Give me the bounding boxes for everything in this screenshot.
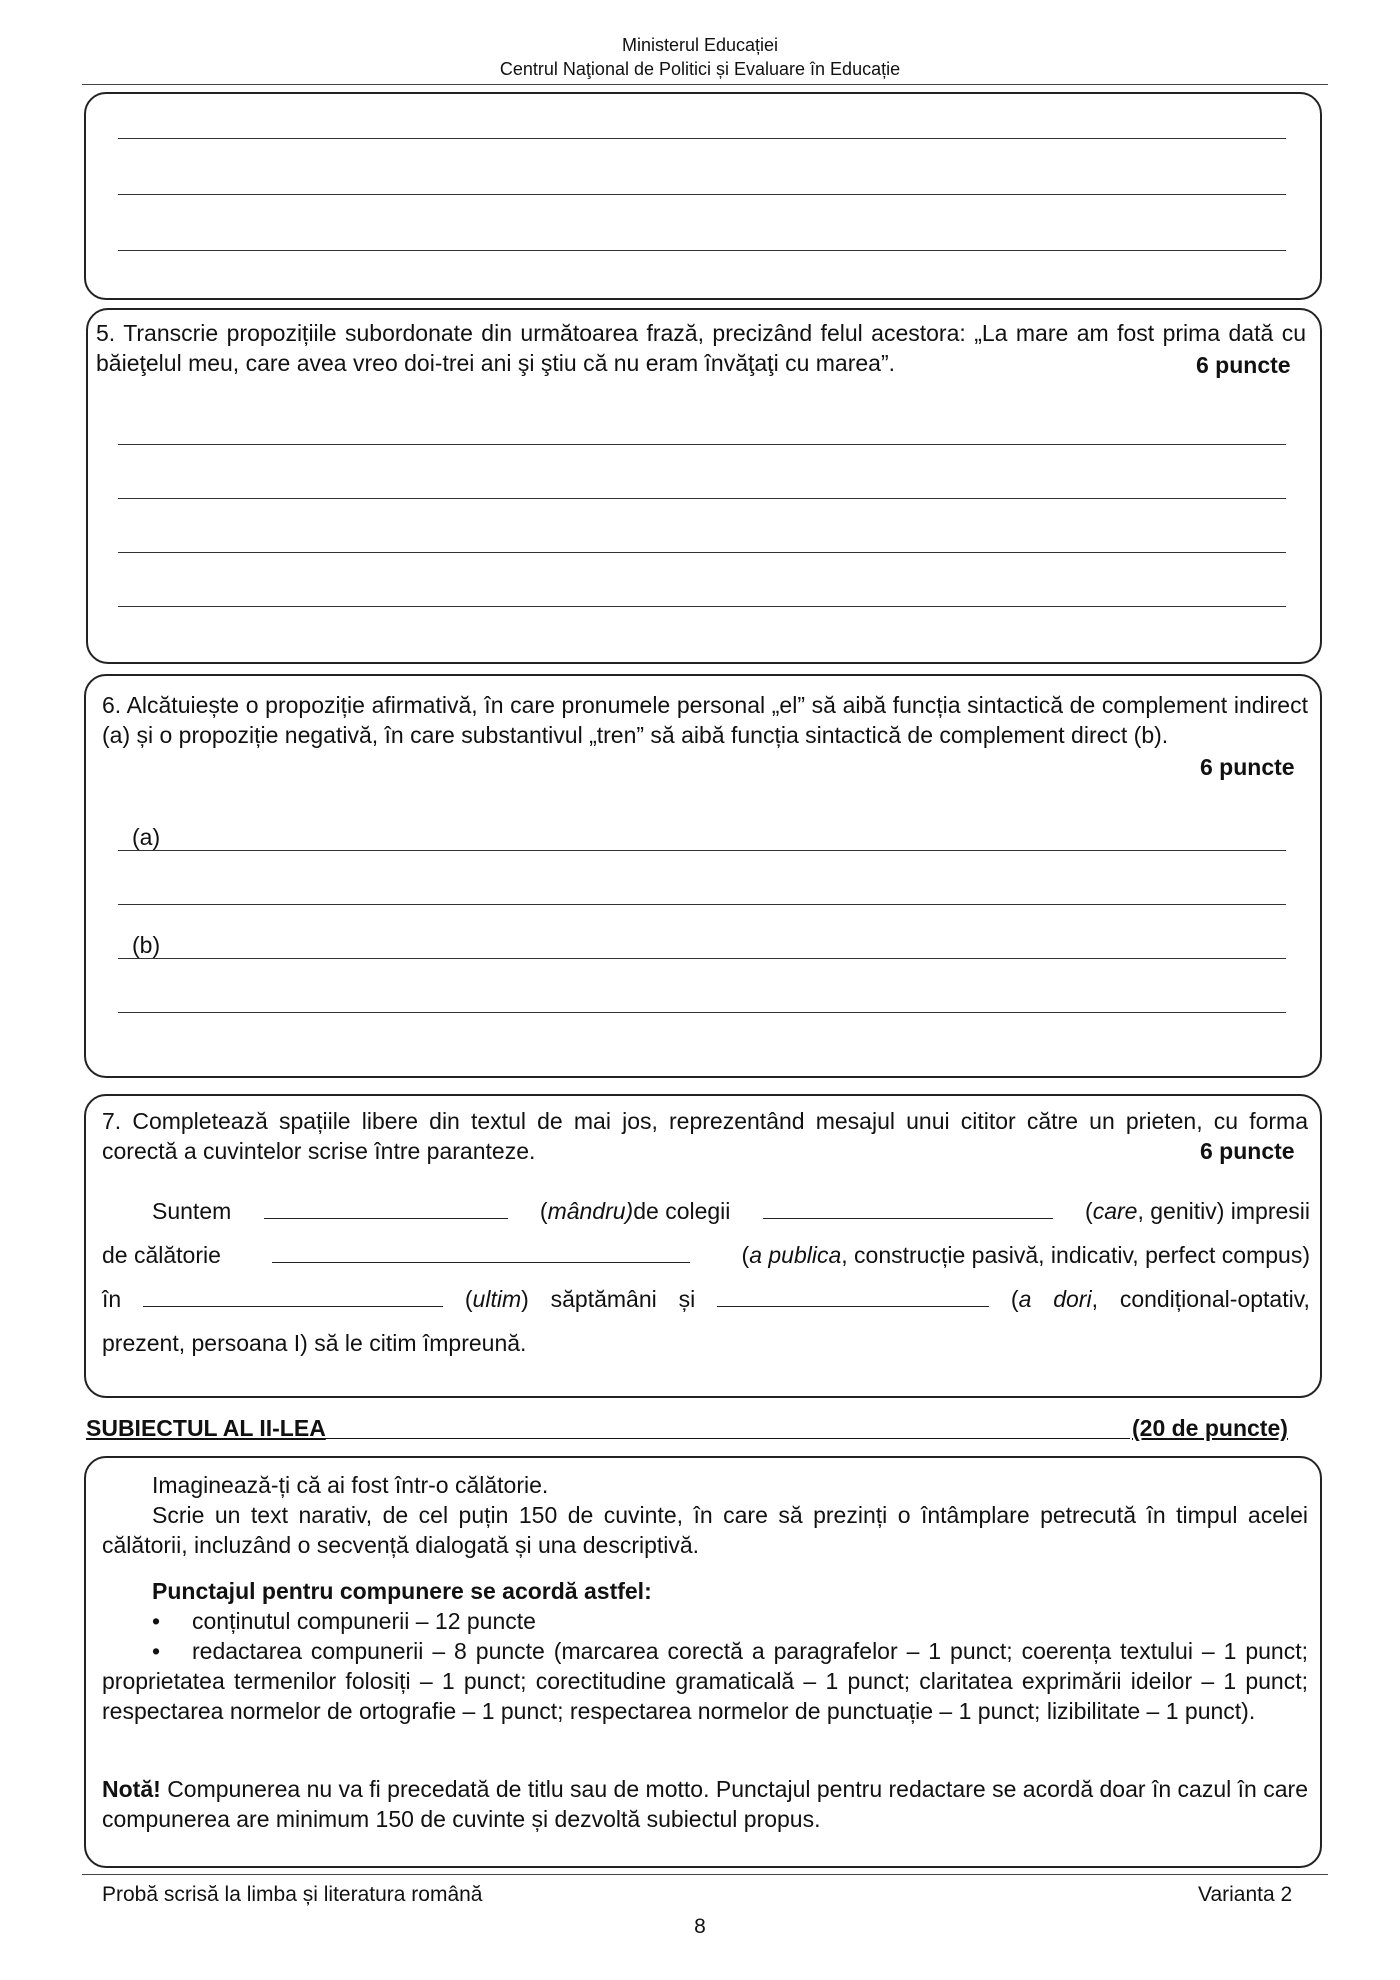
fill-italic: mândru): [547, 1198, 634, 1224]
fill-text-group: [1053, 1284, 1098, 1314]
header-center: Centrul Naţional de Politici și Evaluare în Educație: [499, 59, 901, 79]
bullet-icon: •: [152, 1638, 161, 1664]
blank-field[interactable]: [143, 1284, 443, 1307]
section-title: SUBIECTUL AL II-LEA: [86, 1415, 326, 1441]
section-points: (20 de puncte): [1132, 1415, 1288, 1441]
answer-line[interactable]: [118, 250, 1286, 251]
fill-text: de colegii: [633, 1198, 731, 1224]
blank-field[interactable]: [763, 1196, 1053, 1219]
section-underline: [300, 1438, 1130, 1439]
answer-label-a: (a): [132, 824, 161, 850]
fill-text: Suntem: [152, 1198, 232, 1224]
fill-text-group: (a publica, construcție pasivă, indicativ, perfect compus): [741, 1242, 1310, 1268]
note-text: Compunerea nu va fi precedată de titlu sau de motto. Punctajul pentru redactare se acordă doar în cazul în care compunerea are minimum 150 de cuvinte și dezvoltă subiectul propus.: [102, 1776, 1308, 1832]
header-ministry: Ministerul Educației: [621, 35, 779, 55]
fill-line-2: [102, 1240, 1310, 1270]
answer-label-b: (b): [132, 932, 161, 958]
blank-field[interactable]: [717, 1284, 989, 1307]
question-6-text: 6. Alcătuiește o propoziție afirmativă, în care pronumele personal „el” să aibă funcția sintactică de complement indirect (a) și o propoziție negativă, în care substantivul „tren” să aibă funcția sintactică de complement direct (b).: [102, 692, 1308, 748]
fill-italic: ultim: [472, 1286, 522, 1312]
blank-field[interactable]: [272, 1240, 690, 1263]
bullet-icon: •: [152, 1608, 161, 1634]
fill-text-group: (care, genitiv) impresii: [1085, 1198, 1310, 1224]
fill-italic: a publica: [749, 1242, 842, 1268]
fill-text: , construcție pasivă, indicativ, perfect compus): [841, 1242, 1310, 1268]
fill-text: ): [521, 1286, 529, 1312]
fill-text: săptămâni: [550, 1286, 657, 1312]
fill-text: în: [102, 1286, 122, 1312]
answer-line[interactable]: [118, 606, 1286, 607]
fill-text: și: [678, 1286, 696, 1312]
subject-2-intro: Imaginează-ți că ai fost într-o călătorie.: [152, 1472, 549, 1498]
fill-text: ,: [1091, 1286, 1098, 1312]
fill-text: , genitiv) impresii: [1137, 1198, 1310, 1224]
fill-text: de călătorie: [102, 1242, 221, 1268]
fill-line-4: prezent, persoana I) să le citim împreună.: [102, 1330, 527, 1356]
scoring-redactare: redactarea compunerii – 8 puncte (marcarea corectă a paragrafelor – 1 punct; coerența textului – 1 punct; proprietatea termenilor folosiți – 1 punct; corectitudine gramaticală – 1 punct; claritatea exprimării ideilor – 1 punct; respectarea normelor de ortografie – 1 punct; respectarea normelor de punctuație – 1 punct; lizibilitate – 1 punct).: [102, 1638, 1308, 1724]
question-7-points: 6 puncte: [1200, 1138, 1295, 1164]
footer-variant: Varianta 2: [1198, 1883, 1293, 1906]
footer-divider: [82, 1874, 1328, 1875]
answer-line[interactable]: [118, 904, 1286, 905]
question-7-text: 7. Completează spațiile libere din textul de mai jos, reprezentând mesajul unui cititor către un prieten, cu forma corectă a cuvintelor scrise între paranteze.: [102, 1108, 1308, 1164]
fill-italic: a: [1018, 1286, 1032, 1312]
footer-left: Probă scrisă la limba și literatura română: [102, 1883, 483, 1906]
question-5-text: 5. Transcrie propozițiile subordonate din următoarea frază, precizând felul acestora: „La mare am fost prima dată cu băieţelul meu, care avea vreo doi-trei ani şi ştiu că nu eram învăţaţi cu marea”.: [96, 320, 1306, 376]
fill-line-3: [102, 1284, 1310, 1314]
answer-line[interactable]: [118, 194, 1286, 195]
blank-field[interactable]: [264, 1196, 508, 1219]
fill-text-group: (a: [1010, 1286, 1032, 1312]
fill-italic: care: [1092, 1198, 1138, 1224]
subject-2-task: Scrie un text narativ, de cel puțin 150 de cuvinte, în care să prezinți o întâmplare petrecută în timpul acelei călătorii, incluzând o secvență dialogată și una descriptivă.: [102, 1502, 1308, 1558]
scoring-content: conținutul compunerii – 12 puncte: [192, 1608, 536, 1634]
answer-line-a[interactable]: [118, 850, 1286, 851]
fill-text: condițional-optativ,: [1119, 1286, 1310, 1312]
answer-line[interactable]: [118, 498, 1286, 499]
answer-line[interactable]: [118, 138, 1286, 139]
answer-box-previous: [84, 92, 1322, 300]
note-label: Notă!: [102, 1776, 161, 1802]
scoring-title: Punctajul pentru compunere se acordă astfel:: [152, 1578, 652, 1604]
question-6-points: 6 puncte: [1200, 754, 1295, 780]
fill-text-group: (mândru)de colegii: [539, 1198, 731, 1224]
fill-text-group: (ultim): [464, 1286, 529, 1312]
note: [102, 1774, 1308, 1834]
answer-line[interactable]: [118, 1012, 1286, 1013]
question-5-points: 6 puncte: [1196, 352, 1291, 378]
answer-line[interactable]: [118, 552, 1286, 553]
answer-line-b[interactable]: [118, 958, 1286, 959]
page-number: 8: [694, 1915, 706, 1938]
fill-italic: dori: [1053, 1286, 1092, 1312]
fill-line-1: [102, 1196, 1310, 1226]
header-divider: [82, 84, 1328, 85]
answer-line[interactable]: [118, 444, 1286, 445]
